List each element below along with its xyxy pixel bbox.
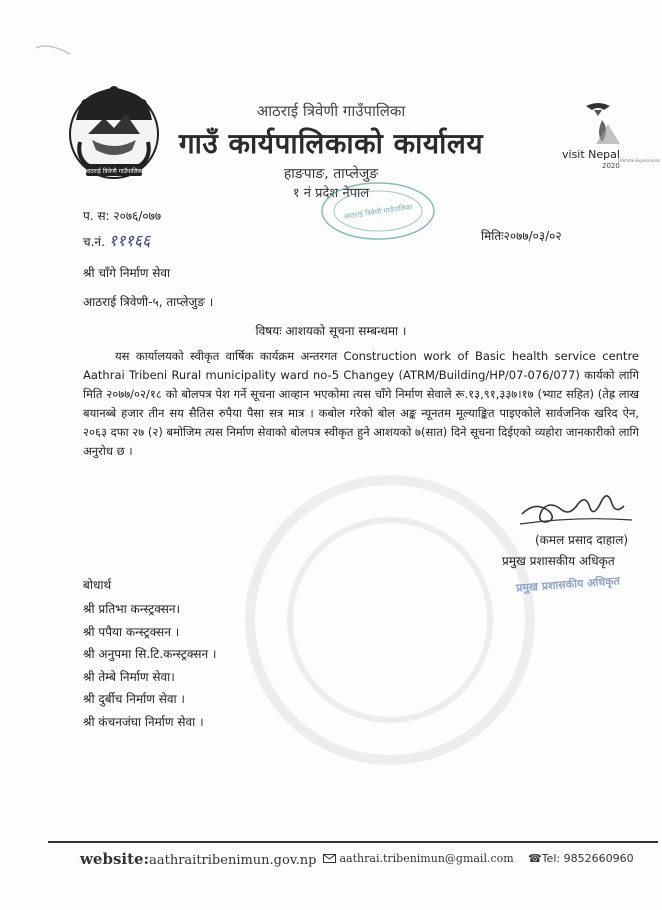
cc-item: श्री प्रतिभा कन्स्ट्रक्सन। xyxy=(83,602,181,616)
cc-list xyxy=(83,598,216,733)
office-stamp xyxy=(318,180,438,242)
letter-body: यस कार्यालयको स्वीकृत वार्षिक कार्यक्रम अन्तरगत Construction work of Basic health service centre Aathrai Tribeni Rural municipality ward no-5 Changey (ATRM/Building/HP/07-076/077) कार्यको लागि मिति २०७७/०२/१८ को बोलपत्र पेश गर्ने सूचना आव्हान भएकोमा त्यस चाँगे निर्माण सेवाले रू.१३,९१,३३७।१७ (भ्याट सहित) (तेह्र लाख बयानब्बे हजार तीन सय सैतिस रुपैया पैसा सत्र मात्र । कबोल गरेको बोल अङ्क न्यूनतम मूल्याङ्कित पाइएकोले सार्वजनिक खरिद ऐन, २०६३ दफा २७ (२) बमोजिम त्यस निर्माण सेवाको बोलपत्र स्वीकृत हुने आशयको ७(सात) दिने सूचना दिईएको व्यहोरा जानकारीको लागि अनुरोध छ । xyxy=(83,349,639,458)
office-subtitle: आठराई त्रिवेणी गाउँपालिका xyxy=(256,102,406,120)
email-address: aathrai.tribenimun@gmail.com xyxy=(339,852,514,865)
signatory-name: (कमल प्रसाद दाहाल) xyxy=(535,533,629,547)
website-link[interactable]: aathraitribenimun.gov.np xyxy=(149,853,317,868)
addressee-name: श्री चाँगे निर्माण सेवा xyxy=(83,266,171,280)
phone-icon: ☎ xyxy=(528,852,542,865)
addressee-address: आठराई त्रिवेणी-५, ताप्लेजुङ । xyxy=(83,295,214,309)
email-contact[interactable] xyxy=(323,852,514,865)
visit-nepal-text: visit Nepal xyxy=(562,148,620,161)
website-label: website: xyxy=(80,850,150,868)
cc-item: श्री तेम्बे निर्माण सेवा। xyxy=(83,669,175,684)
office-province: १ नं प्रदेश नेपाल xyxy=(292,186,370,201)
cc-item: श्री दुर्बीच निर्माण सेवा । xyxy=(83,692,185,706)
office-place: हाङपाङ, ताप्लेजुङ xyxy=(283,166,379,182)
footer-divider xyxy=(48,841,658,843)
office-title: गाउँ कार्यपालिकाको कार्यालय xyxy=(178,127,484,160)
telephone-contact[interactable] xyxy=(528,852,634,865)
chalani-value: १११६६ xyxy=(108,231,151,250)
cc-item: श्री अनुपमा सि.टि.कन्स्ट्रक्सन । xyxy=(83,647,217,661)
stamp-text: आठराई त्रिवेणी गाउँपालिका xyxy=(343,203,414,221)
cc-item: श्री कंचनजंघा निर्माण सेवा । xyxy=(83,714,204,729)
letter-subject: विषयः आशयको सूचना सम्बन्धमा । xyxy=(255,324,407,338)
letter-date: मितिः२०७७/०३/०२ xyxy=(481,229,562,243)
telephone-number: Tel: 9852660960 xyxy=(541,852,634,865)
visit-nepal-logo-icon xyxy=(558,100,660,180)
handwritten-signature xyxy=(516,486,636,532)
patra-sankhya: प. स: २०७६/०७७ xyxy=(83,209,162,223)
footer xyxy=(80,850,660,868)
cc-item: श्री पपैया कन्स्ट्रक्सन । xyxy=(83,624,180,639)
emblem-text: आठराई त्रिवेणी गाउँपालिका xyxy=(84,168,144,175)
mail-icon xyxy=(323,854,336,863)
designation-seal: प्रमुख प्रशासकीय अधिकृत xyxy=(515,574,621,595)
cc-heading: बोधार्थ xyxy=(83,578,112,592)
scan-smudge xyxy=(34,40,74,58)
chalani-number xyxy=(83,229,150,251)
visit-nepal-tagline: Lifetime Experiences xyxy=(618,158,660,163)
chalani-label: च.नं. xyxy=(83,235,105,249)
visit-nepal-year: 2020 xyxy=(602,162,620,170)
signatory-title: प्रमुख प्रशासकीय अधिकृत xyxy=(502,554,615,568)
